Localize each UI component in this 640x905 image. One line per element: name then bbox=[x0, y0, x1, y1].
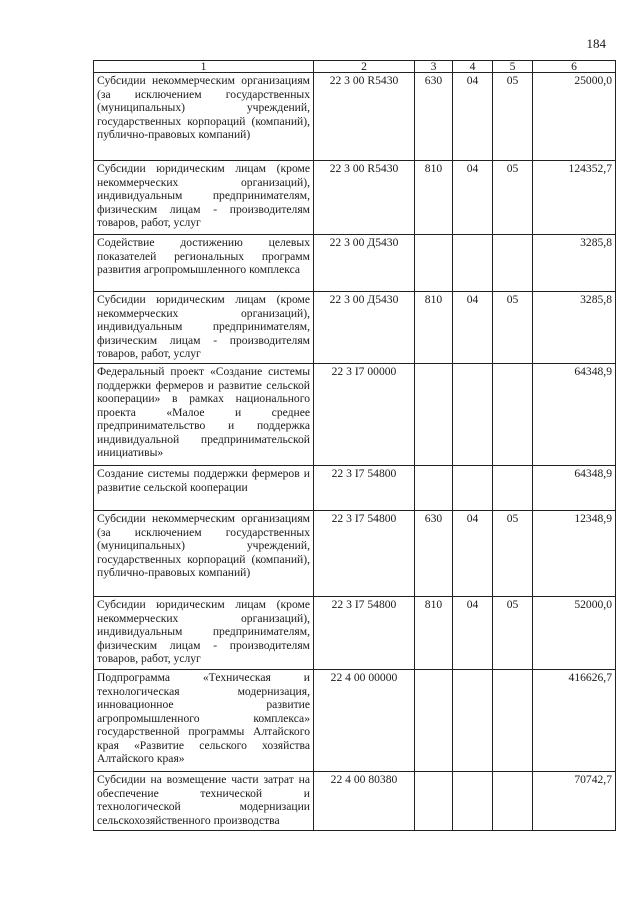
table-row bbox=[94, 597, 616, 670]
row-vr bbox=[415, 466, 453, 511]
row-pr: 05 bbox=[493, 73, 533, 161]
row-name: Федеральный проект «Создание системы поддержки фермеров и развитие сельской кооперации» в рамках национального проекта «Малое и среднее предпринимательство и поддержка индивидуальной предпринимательской инициативы» bbox=[94, 364, 314, 466]
row-pr bbox=[493, 466, 533, 511]
row-vr: 810 bbox=[415, 292, 453, 364]
row-code: 22 3 I7 00000 bbox=[314, 364, 415, 466]
row-rz: 04 bbox=[453, 292, 493, 364]
row-name: Субсидии юридическим лицам (кроме некоммерческих организаций), индивидуальным предпринимателям, физическим лицам - производителям товаров, работ, услуг bbox=[94, 161, 314, 235]
row-name: Субсидии юридическим лицам (кроме некоммерческих организаций), индивидуальным предпринимателям, физическим лицам - производителям товаров, работ, услуг bbox=[94, 292, 314, 364]
budget-table bbox=[93, 60, 616, 831]
table-row bbox=[94, 466, 616, 511]
row-pr: 05 bbox=[493, 597, 533, 670]
column-header-code: 2 bbox=[314, 61, 415, 73]
row-code: 22 3 00 R5430 bbox=[314, 161, 415, 235]
row-amount: 416626,7 bbox=[533, 670, 616, 772]
row-code: 22 4 00 00000 bbox=[314, 670, 415, 772]
column-header-pr: 5 bbox=[493, 61, 533, 73]
table-body bbox=[94, 73, 616, 831]
row-name: Подпрограмма «Техническая и технологическая модернизация, инновационное развитие агропромышленного комплекса» государственной программы Алтайского края «Развитие сельского хозяйства Алтайского края» bbox=[94, 670, 314, 772]
row-pr: 05 bbox=[493, 511, 533, 597]
table-row bbox=[94, 73, 616, 161]
row-name: Субсидии на возмещение части затрат на обеспечение технической и технологической модернизации сельскохозяйственного производства bbox=[94, 772, 314, 831]
row-amount: 12348,9 bbox=[533, 511, 616, 597]
table-row bbox=[94, 511, 616, 597]
row-amount: 64348,9 bbox=[533, 364, 616, 466]
row-code: 22 3 00 R5430 bbox=[314, 73, 415, 161]
row-amount: 70742,7 bbox=[533, 772, 616, 831]
row-code: 22 3 00 Д5430 bbox=[314, 235, 415, 292]
row-rz bbox=[453, 670, 493, 772]
row-rz: 04 bbox=[453, 511, 493, 597]
row-amount: 124352,7 bbox=[533, 161, 616, 235]
column-header-amount: 6 bbox=[533, 61, 616, 73]
row-pr bbox=[493, 235, 533, 292]
column-header-name: 1 bbox=[94, 61, 314, 73]
row-code: 22 4 00 80380 bbox=[314, 772, 415, 831]
header-row bbox=[94, 61, 616, 73]
table-row bbox=[94, 364, 616, 466]
table-row bbox=[94, 235, 616, 292]
row-code: 22 3 00 Д5430 bbox=[314, 292, 415, 364]
row-code: 22 3 I7 54800 bbox=[314, 597, 415, 670]
row-name: Субсидии некоммерческим организациям (за исключением государственных (муниципальных) учреждений, государственных корпораций (компаний), публично-правовых компаний) bbox=[94, 511, 314, 597]
row-amount: 25000,0 bbox=[533, 73, 616, 161]
row-code: 22 3 I7 54800 bbox=[314, 511, 415, 597]
row-vr bbox=[415, 235, 453, 292]
row-name: Субсидии некоммерческим организациям (за исключением государственных (муниципальных) учреждений, государственных корпораций (компаний), публично-правовых компаний) bbox=[94, 73, 314, 161]
row-pr: 05 bbox=[493, 292, 533, 364]
row-pr bbox=[493, 364, 533, 466]
row-pr: 05 bbox=[493, 161, 533, 235]
row-vr: 630 bbox=[415, 73, 453, 161]
row-vr bbox=[415, 364, 453, 466]
row-rz: 04 bbox=[453, 73, 493, 161]
row-vr bbox=[415, 772, 453, 831]
row-vr: 810 bbox=[415, 161, 453, 235]
column-header-vr: 3 bbox=[415, 61, 453, 73]
row-rz bbox=[453, 364, 493, 466]
table-row bbox=[94, 772, 616, 831]
row-pr bbox=[493, 670, 533, 772]
table-row bbox=[94, 670, 616, 772]
row-name: Создание системы поддержки фермеров и развитие сельской кооперации bbox=[94, 466, 314, 511]
table-row bbox=[94, 292, 616, 364]
row-rz: 04 bbox=[453, 597, 493, 670]
row-pr bbox=[493, 772, 533, 831]
row-rz bbox=[453, 235, 493, 292]
row-amount: 3285,8 bbox=[533, 292, 616, 364]
row-rz bbox=[453, 466, 493, 511]
row-rz bbox=[453, 772, 493, 831]
table-header bbox=[94, 61, 616, 73]
row-vr: 810 bbox=[415, 597, 453, 670]
row-vr bbox=[415, 670, 453, 772]
row-name: Содействие достижению целевых показателей региональных программ развития агропромышленного комплекса bbox=[94, 235, 314, 292]
row-rz: 04 bbox=[453, 161, 493, 235]
row-name: Субсидии юридическим лицам (кроме некоммерческих организаций), индивидуальным предпринимателям, физическим лицам - производителям товаров, работ, услуг bbox=[94, 597, 314, 670]
column-header-rz: 4 bbox=[453, 61, 493, 73]
page-number: 184 bbox=[586, 36, 606, 51]
row-code: 22 3 I7 54800 bbox=[314, 466, 415, 511]
row-amount: 3285,8 bbox=[533, 235, 616, 292]
row-vr: 630 bbox=[415, 511, 453, 597]
table-row bbox=[94, 161, 616, 235]
row-amount: 52000,0 bbox=[533, 597, 616, 670]
row-amount: 64348,9 bbox=[533, 466, 616, 511]
